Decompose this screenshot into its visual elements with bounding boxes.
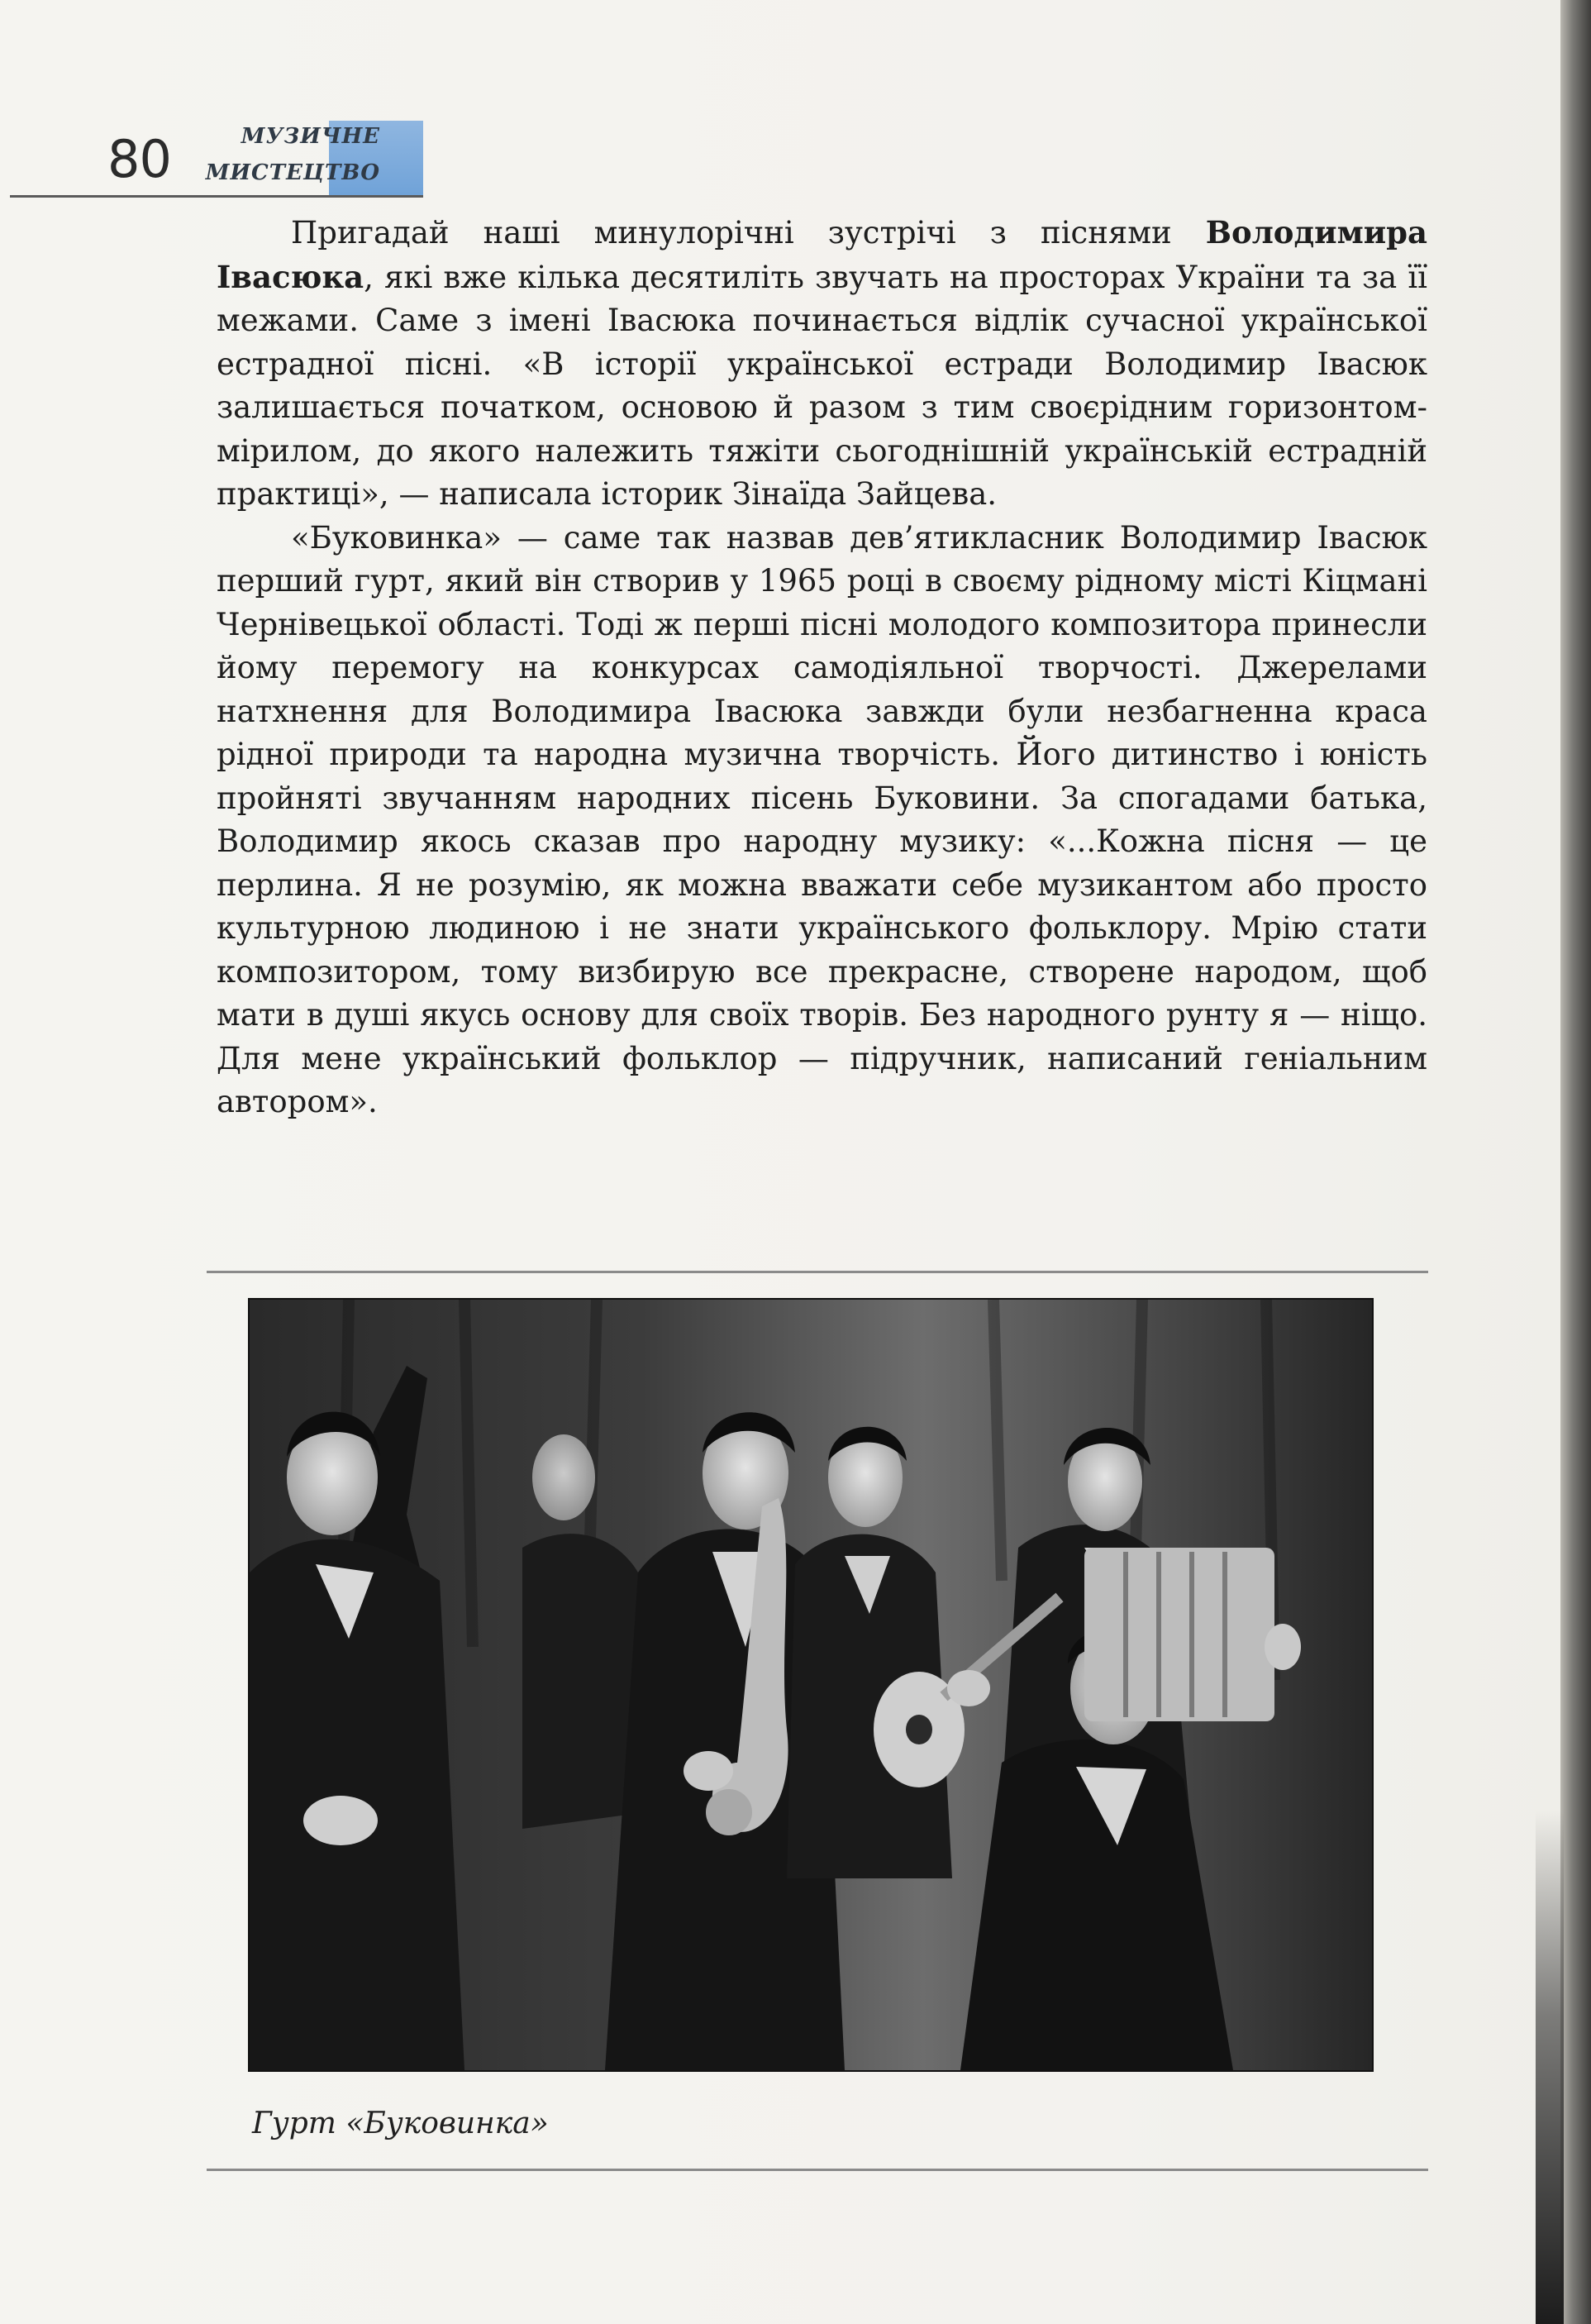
paragraph-bukovynka: «Буковинка» — саме так назвав дев’ятикласник Володимир Івасюк перший гурт, який він створив у 1965 році в своєму рідному місті Кіцмані Чернівецької області. Тоді ж перші пісні молодого композитора принесли йому перемогу на конкурсах самодіяльної творчості. Джерелами натхнення для Володимира Івасюка завжди були незбагненна краса рідної природи та народна музична творчість. Його дитинство і юність пройняті звучанням народних пісень Буковини. За спогадами батька, Володимир якось сказав про народну музику: «...Кожна пісня — це перлина. Я не розумію, як можна вважати себе музикантом або просто культурною людиною і не знати українського фольклору. Мрію стати композитором, тому визбирую все прекрасне, створене народом, щоб мати в душі якусь основу для своїх творів. Без народного рунту я — ніщо. Для мене український фольклор — підручник, написаний геніальним автором». [217,519,1427,1119]
band-photo [248,1298,1374,2072]
paragraph1-intro: Пригадай наші минулорічні зустрічі з піснями [291,215,1206,251]
section-tag [183,121,423,199]
body-text [217,211,1427,1124]
paragraph1-bold-name: Володимира Івасюка [217,214,1427,295]
paragraph-ivasiuk-intro [217,211,1427,517]
figure-bottom-rule [207,2169,1428,2171]
section-tag-line1: МУЗИЧНЕ [241,124,380,149]
page-edge-shadow [1560,0,1591,2324]
band-photo-image [250,1300,1372,2070]
page-corner-shadow [1536,1811,1564,2324]
header-rule [10,195,423,198]
photo-caption: Гурт «Буковинка» [252,2107,549,2140]
figure-top-rule [207,1271,1428,1273]
section-tag-line2: МИСТЕЦТВО [205,160,380,185]
paragraph1-rest: , які вже кілька десятиліть звучать на просторах України та за її межами. Саме з імені Івасюка починається відлік сучасної української естрадної пісні. «В історії української естради Володимир Івасюк залишається початком, основою й разом з тим своєрідним горизонтом-мірилом, до якого належить тяжіти сьогоднішній українській естрадній практиці», — написала історик Зінаїда Зайцева. [217,259,1427,512]
page-number: 80 [107,129,171,189]
